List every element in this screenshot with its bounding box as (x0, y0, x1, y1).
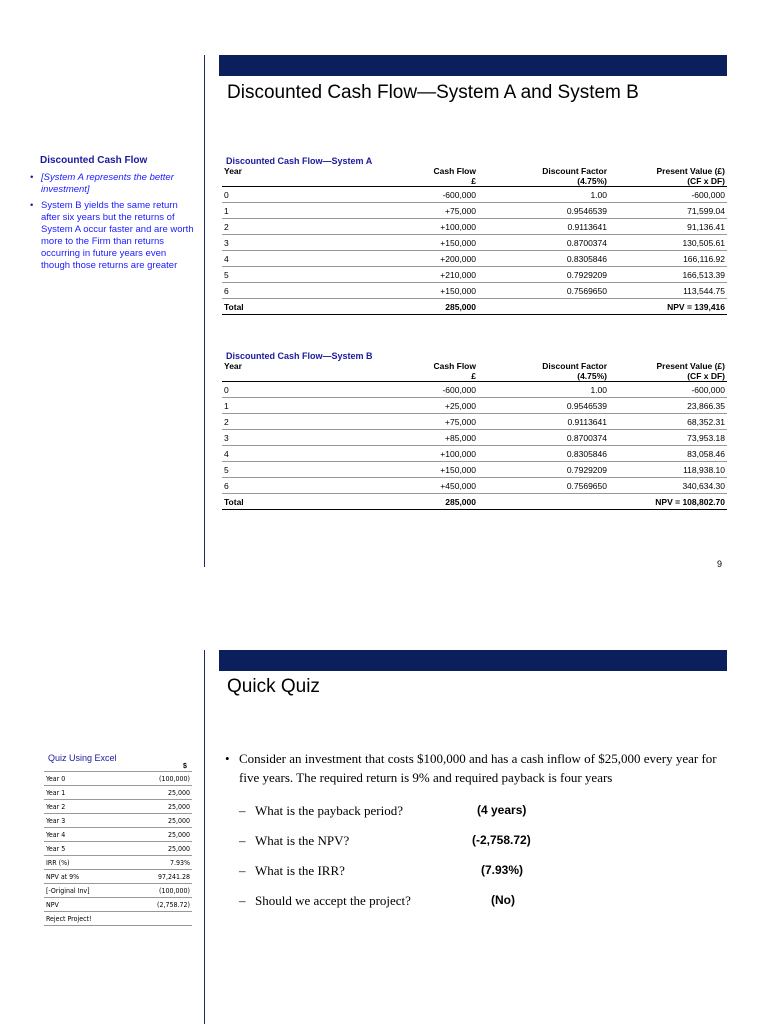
discount-factor-cell: 0.8700374 (478, 430, 609, 446)
quiz-value: 25,000 (129, 828, 192, 842)
quiz-label: Reject Project! (44, 912, 129, 926)
present-value-cell: 68,352.31 (609, 414, 727, 430)
cash-flow-cell: +25,000 (356, 398, 478, 414)
discount-factor-cell: 0.9546539 (478, 203, 609, 219)
quiz-question: – Should we accept the project? (No) (239, 893, 515, 908)
quiz-question: – What is the payback period? (4 years) (239, 803, 527, 818)
year-cell: 0 (222, 382, 356, 398)
dcf-table-a (222, 166, 727, 315)
slide-title: Discounted Cash Flow—System A and System B (227, 82, 639, 103)
quiz-value: (2,758.72) (129, 898, 192, 912)
quiz-row (44, 898, 192, 912)
quiz-label: Year 2 (44, 800, 129, 814)
slide-divider (204, 650, 205, 1024)
npv-value: NPV = 108,802.70 (609, 494, 727, 510)
quiz-value: 25,000 (129, 800, 192, 814)
quiz-row (44, 842, 192, 856)
quiz-value: 7.93% (129, 856, 192, 870)
col-discount-factor: Discount Factor (4.75%) (478, 361, 609, 382)
year-cell: 3 (222, 235, 356, 251)
present-value-cell: 118,938.10 (609, 462, 727, 478)
quiz-label: Year 4 (44, 828, 129, 842)
answer-text: (-2,758.72) (472, 833, 531, 847)
answer-text: (7.93%) (481, 863, 524, 877)
sidebar-bullet: • System B yields the same return after six years but the returns of System A occur faster and are worth more to the Firm than returns occurring in future years even though those returns are greater (30, 200, 195, 272)
header-bar (219, 55, 727, 76)
year-cell: 5 (222, 462, 356, 478)
currency-label: $ (183, 763, 187, 770)
quiz-question: – What is the IRR? (7.93%) (239, 863, 524, 878)
cash-flow-cell: -600,000 (356, 187, 478, 203)
quiz-label: Year 1 (44, 786, 129, 800)
present-value-cell: 166,116.92 (609, 251, 727, 267)
col-year: Year (222, 361, 356, 382)
table-row (222, 235, 727, 251)
present-value-cell: 91,136.41 (609, 219, 727, 235)
quiz-table (44, 771, 192, 926)
sidebar-bullets (30, 172, 195, 276)
col-cash-flow: Cash Flow £ (356, 361, 478, 382)
present-value-cell: -600,000 (609, 187, 727, 203)
quiz-row (44, 786, 192, 800)
year-cell: 2 (222, 219, 356, 235)
present-value-cell: 113,544.75 (609, 283, 727, 299)
table-row (222, 446, 727, 462)
header-bar (219, 650, 727, 671)
quiz-value: 25,000 (129, 786, 192, 800)
discount-factor-cell: 0.7929209 (478, 462, 609, 478)
total-label: Total (222, 494, 356, 510)
table-row (222, 478, 727, 494)
table-row (222, 430, 727, 446)
table-row (222, 283, 727, 299)
quiz-value: 97,241.28 (129, 870, 192, 884)
year-cell: 1 (222, 398, 356, 414)
sidebar-bullet: • [System A represents the better investment] (30, 172, 195, 196)
table-a-total-row (222, 299, 727, 315)
quiz-row (44, 828, 192, 842)
quiz-label: IRR (%) (44, 856, 129, 870)
slide-divider (204, 55, 205, 567)
quiz-label: NPV at 9% (44, 870, 129, 884)
answer-text: (4 years) (477, 803, 527, 817)
sidebar-heading: Discounted Cash Flow (40, 155, 148, 166)
cash-flow-cell: +100,000 (356, 446, 478, 462)
present-value-cell: 71,599.04 (609, 203, 727, 219)
year-cell: 6 (222, 478, 356, 494)
col-discount-factor: Discount Factor (4.75%) (478, 166, 609, 187)
quiz-row (44, 772, 192, 786)
table-row (222, 203, 727, 219)
npv-value: NPV = 139,416 (609, 299, 727, 315)
quiz-label: [-Original Inv] (44, 884, 129, 898)
quiz-content (225, 749, 730, 921)
quiz-value (129, 912, 192, 926)
total-label: Total (222, 299, 356, 315)
quiz-value: 25,000 (129, 842, 192, 856)
page-number: 9 (717, 559, 723, 569)
cash-flow-cell: +150,000 (356, 283, 478, 299)
table-row (222, 267, 727, 283)
answer-text: (No) (491, 893, 515, 907)
discount-factor-cell: 0.9113641 (478, 219, 609, 235)
quiz-label: Year 5 (44, 842, 129, 856)
cash-flow-cell: +150,000 (356, 462, 478, 478)
discount-factor-cell: 0.8305846 (478, 251, 609, 267)
discount-factor-cell: 0.7929209 (478, 267, 609, 283)
present-value-cell: 166,513.39 (609, 267, 727, 283)
year-cell: 6 (222, 283, 356, 299)
present-value-cell: 83,058.46 (609, 446, 727, 462)
quiz-label: NPV (44, 898, 129, 912)
question-text: Should we accept the project? (255, 893, 411, 908)
present-value-cell: 73,953.18 (609, 430, 727, 446)
quiz-row (44, 814, 192, 828)
table-row (222, 219, 727, 235)
present-value-cell: -600,000 (609, 382, 727, 398)
year-cell: 2 (222, 414, 356, 430)
year-cell: 3 (222, 430, 356, 446)
quiz-row (44, 856, 192, 870)
cash-flow-cell: +100,000 (356, 219, 478, 235)
dcf-table-b (222, 361, 727, 510)
table-b-body (222, 382, 727, 494)
quiz-value: (100,000) (129, 884, 192, 898)
year-cell: 0 (222, 187, 356, 203)
col-present-value: Present Value (£) (CF x DF) (609, 361, 727, 382)
quiz-prompt: • Consider an investment that costs $100,000 and has a cash inflow of $25,000 every year for five years. The required return is 9% and required payback is four years (225, 749, 730, 787)
table-row (222, 187, 727, 203)
slide-quick-quiz (0, 645, 768, 1024)
cash-flow-cell: +75,000 (356, 203, 478, 219)
question-text: What is the payback period? (255, 803, 403, 818)
total-cash-flow: 285,000 (356, 299, 478, 315)
year-cell: 4 (222, 446, 356, 462)
discount-factor-cell: 0.7569650 (478, 283, 609, 299)
table-a-body (222, 187, 727, 299)
col-year: Year (222, 166, 356, 187)
present-value-cell: 130,505.61 (609, 235, 727, 251)
cash-flow-cell: +450,000 (356, 478, 478, 494)
cash-flow-cell: +75,000 (356, 414, 478, 430)
quiz-row (44, 870, 192, 884)
table-row (222, 251, 727, 267)
table-row (222, 398, 727, 414)
col-present-value: Present Value (£) (CF x DF) (609, 166, 727, 187)
present-value-cell: 23,866.35 (609, 398, 727, 414)
quiz-label: Year 3 (44, 814, 129, 828)
year-cell: 5 (222, 267, 356, 283)
year-cell: 1 (222, 203, 356, 219)
year-cell: 4 (222, 251, 356, 267)
discount-factor-cell: 0.8700374 (478, 235, 609, 251)
table-b-title: Discounted Cash Flow—System B (226, 351, 373, 361)
question-text: What is the IRR? (255, 863, 345, 878)
quiz-question: – What is the NPV? (-2,758.72) (239, 833, 531, 848)
quiz-table-title: Quiz Using Excel (48, 753, 117, 763)
question-text: What is the NPV? (255, 833, 350, 848)
discount-factor-cell: 1.00 (478, 382, 609, 398)
discount-factor-cell: 0.9113641 (478, 414, 609, 430)
table-b-total-row (222, 494, 727, 510)
discount-factor-cell: 1.00 (478, 187, 609, 203)
cash-flow-cell: +210,000 (356, 267, 478, 283)
present-value-cell: 340,634.30 (609, 478, 727, 494)
discount-factor-cell: 0.9546539 (478, 398, 609, 414)
cash-flow-cell: -600,000 (356, 382, 478, 398)
quiz-row (44, 884, 192, 898)
col-cash-flow: Cash Flow £ (356, 166, 478, 187)
cash-flow-cell: +200,000 (356, 251, 478, 267)
discount-factor-cell: 0.7569650 (478, 478, 609, 494)
cash-flow-cell: +85,000 (356, 430, 478, 446)
quiz-value: (100,000) (129, 772, 192, 786)
table-row (222, 414, 727, 430)
table-row (222, 462, 727, 478)
table-row (222, 382, 727, 398)
cash-flow-cell: +150,000 (356, 235, 478, 251)
quiz-row (44, 912, 192, 926)
quiz-value: 25,000 (129, 814, 192, 828)
quiz-label: Year 0 (44, 772, 129, 786)
slide-title: Quick Quiz (227, 676, 320, 697)
table-a-title: Discounted Cash Flow—System A (226, 156, 373, 166)
quiz-row (44, 800, 192, 814)
total-cash-flow: 285,000 (356, 494, 478, 510)
discount-factor-cell: 0.8305846 (478, 446, 609, 462)
